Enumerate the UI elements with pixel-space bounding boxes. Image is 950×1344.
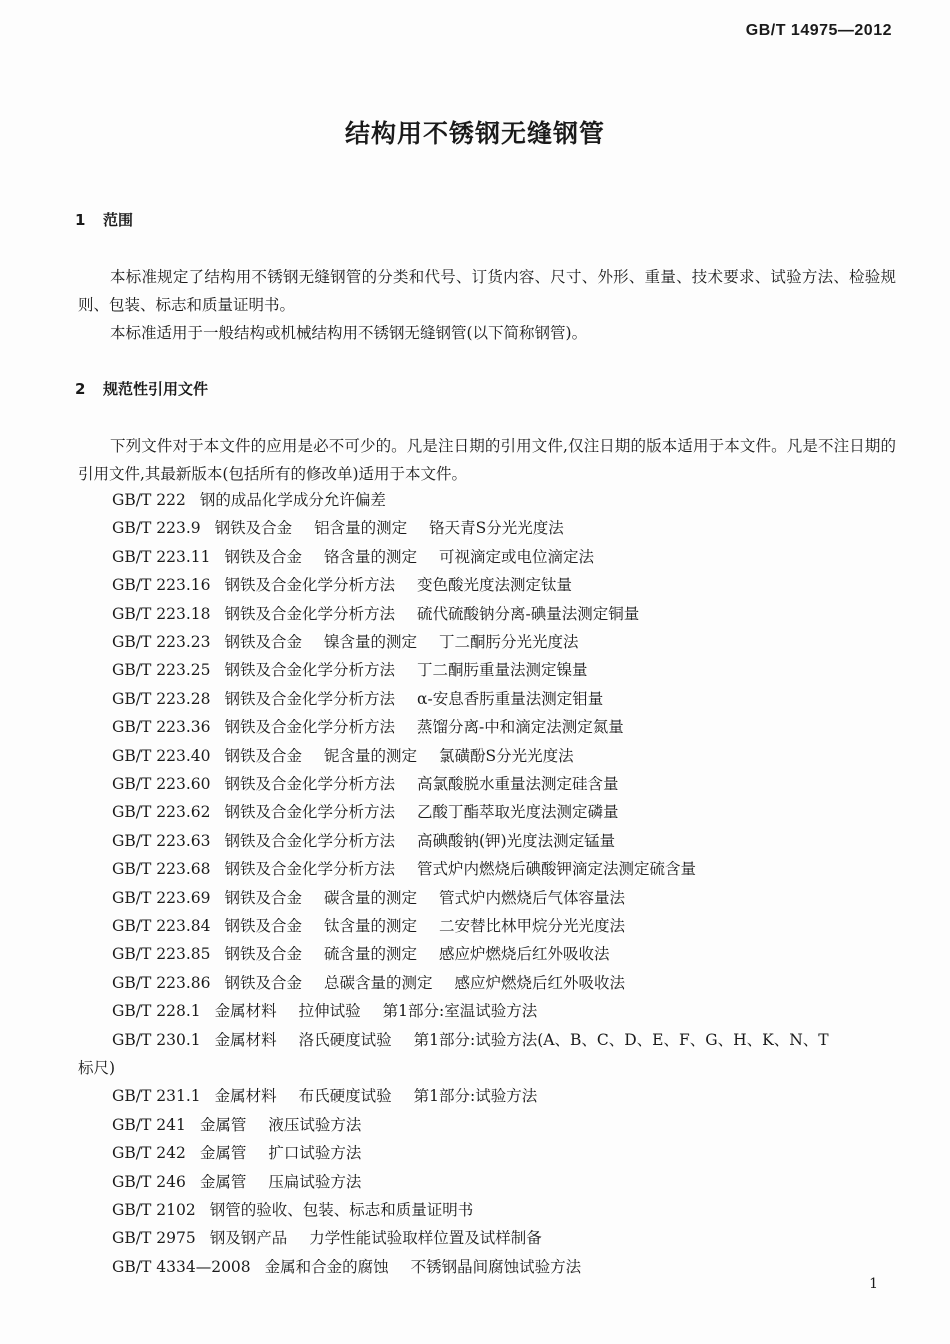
reference-item [112, 573, 572, 595]
reference-title-part: 钢铁及合金化学分析方法 [224, 604, 396, 623]
section-number: 1 [75, 211, 86, 229]
reference-title-part: α-安息香肟重量法测定钼量 [417, 689, 604, 708]
reference-title-part: 金属材料 [214, 1002, 277, 1021]
reference-title-part: 钢铁及合金化学分析方法 [224, 775, 396, 793]
reference-item [112, 914, 625, 936]
reference-title-part: 管式炉内燃烧后碘酸钾滴定法测定硫含量 [417, 860, 697, 879]
scope-paragraph-2: 本标准适用于一般结构或机械结构用不锈钢无缝钢管(以下简称钢管)。 [110, 324, 588, 342]
reference-code: GB/T 223.62 [112, 803, 211, 822]
reference-title-part: 丁二酮肟重量法测定镍量 [417, 661, 588, 680]
standard-number: GB/T 14975—2012 [745, 22, 892, 39]
reference-code: GB/T 2102 [112, 1201, 196, 1219]
reference-title-part: 液压试验方法 [268, 1115, 362, 1134]
reference-code: GB/T 223.28 [112, 689, 211, 708]
reference-title-part: 感应炉燃烧后红外吸收法 [439, 945, 610, 964]
reference-item [112, 1226, 542, 1248]
reference-code: GB/T 241 [112, 1115, 186, 1134]
reference-title-part: 铬含量的测定 [324, 547, 418, 566]
reference-item [112, 772, 619, 794]
reference-title-part: 高氯酸脱水重量法测定硅含量 [417, 775, 619, 793]
reference-code: GB/T 2975 [112, 1229, 196, 1248]
reference-title-part: 第1部分:室温试验方法 [382, 1002, 538, 1021]
reference-title-part: 钢的成品化学成分允许偏差 [199, 491, 386, 509]
reference-title-part: 管式炉内燃烧后气体容量法 [439, 888, 626, 907]
reference-title-part: 钢铁及合金化学分析方法 [224, 661, 396, 680]
reference-item [112, 1028, 829, 1050]
reference-code: GB/T 223.68 [112, 860, 211, 879]
section-number: 2 [75, 380, 86, 398]
reference-title-part: 金属管 [199, 1172, 247, 1191]
reference-item [112, 971, 625, 993]
references-intro: 下列文件对于本文件的应用是必不可少的。凡是注日期的引用文件,仅注日期的版本适用于本文件。凡是不注日期的引用文件,其最新版本(包括所有的修改单)适用于本文件。 [78, 437, 896, 483]
reference-title-part: 金属材料 [214, 1087, 277, 1106]
reference-code: GB/T 228.1 [112, 1002, 201, 1021]
reference-item [112, 999, 537, 1021]
reference-title-part: 丁二酮肟分光光度法 [439, 633, 579, 651]
reference-title-part: 高碘酸钠(钾)光度法测定锰量 [417, 831, 616, 850]
reference-item [112, 1255, 581, 1277]
reference-code: GB/T 230.1 [112, 1030, 201, 1049]
reference-title-part: 钢铁及合金化学分析方法 [224, 831, 396, 850]
document-title: 结构用不锈钢无缝钢管 [344, 119, 605, 148]
scope-paragraph-1: 本标准规定了结构用不锈钢无缝钢管的分类和代号、订货内容、尺寸、外形、重量、技术要求、试验方法、检验规则、包装、标志和质量证明书。 [78, 268, 896, 314]
reference-title-part: 蒸馏分离-中和滴定法测定氮量 [417, 718, 624, 737]
reference-item [112, 715, 624, 737]
reference-code: GB/T 223.9 [112, 519, 201, 538]
reference-code: GB/T 246 [112, 1172, 186, 1191]
reference-title-part: 二安替比林甲烷分光光度法 [439, 917, 626, 935]
reference-item [112, 1113, 361, 1135]
reference-code: GB/T 223.86 [112, 973, 211, 992]
page-number: 1 [869, 1276, 878, 1292]
reference-title-part: 感应炉燃烧后红外吸收法 [454, 973, 626, 992]
reference-title-part: 钢铁及合金化学分析方法 [224, 860, 396, 879]
reference-title-part: 钢铁及合金 [224, 633, 303, 651]
reference-title-part: 总碳含量的测定 [324, 973, 433, 992]
reference-title-part: 铝含量的测定 [314, 519, 408, 538]
reference-title-part: 钢铁及合金 [224, 945, 303, 964]
reference-title-part: 钢管的验收、包装、标志和质量证明书 [209, 1201, 474, 1219]
reference-item [112, 658, 588, 680]
reference-item [112, 687, 603, 709]
reference-title-part: 可视滴定或电位滴定法 [439, 547, 595, 566]
reference-item [112, 886, 625, 908]
reference-title-part: 第1部分:试验方法 [413, 1087, 538, 1106]
reference-title-part: 第1部分:试验方法(A、B、C、D、E、F、G、H、K、N、T [413, 1030, 829, 1049]
reference-title-part: 硫代硫酸钠分离-碘量法测定铜量 [417, 604, 640, 623]
reference-code: GB/T 223.36 [112, 718, 211, 737]
reference-title-part: 金属管 [199, 1144, 247, 1163]
reference-item [78, 1056, 115, 1078]
reference-title-part: 乙酸丁酯萃取光度法测定磷量 [417, 803, 619, 822]
reference-item [112, 516, 564, 538]
reference-title-part: 布氏硬度试验 [298, 1087, 392, 1106]
reference-item [112, 744, 574, 766]
reference-code: GB/T 223.18 [112, 604, 211, 623]
reference-code: GB/T 223.60 [112, 775, 211, 793]
reference-title-part: 钢铁及合金 [224, 547, 303, 566]
reference-title-part: 金属管 [199, 1115, 247, 1134]
reference-code: GB/T 242 [112, 1144, 186, 1163]
reference-item [112, 602, 639, 624]
reference-item [112, 1170, 361, 1192]
reference-code: GB/T 231.1 [112, 1087, 201, 1106]
reference-code: GB/T 223.25 [112, 661, 211, 680]
reference-title-part: 钢铁及合金 [224, 973, 303, 992]
reference-item [112, 488, 386, 510]
reference-title-part: 金属材料 [214, 1030, 277, 1049]
reference-code: GB/T 223.85 [112, 945, 211, 964]
reference-title-part: 标尺) [78, 1059, 116, 1077]
reference-item [112, 857, 696, 879]
reference-title-part: 变色酸光度法测定钛量 [417, 576, 573, 595]
reference-title-part: 扩口试验方法 [268, 1144, 362, 1163]
reference-title-part: 压扁试验方法 [268, 1172, 362, 1191]
reference-item [112, 1141, 361, 1163]
reference-code: GB/T 223.69 [112, 888, 211, 907]
reference-item [112, 630, 579, 652]
reference-title-part: 氯磺酚S分光光度法 [439, 746, 574, 765]
reference-item [112, 942, 610, 964]
reference-title-part: 镍含量的测定 [324, 633, 418, 651]
reference-title-part: 钢及钢产品 [209, 1229, 288, 1248]
reference-title-part: 硫含量的测定 [324, 945, 418, 964]
reference-item [112, 829, 615, 851]
reference-title-part: 拉伸试验 [298, 1002, 361, 1021]
reference-code: GB/T 223.11 [112, 547, 211, 566]
reference-title-part: 钢铁及合金化学分析方法 [224, 803, 396, 822]
reference-code: GB/T 223.16 [112, 576, 211, 595]
reference-title-part: 钢铁及合金 [214, 519, 293, 538]
reference-title-part: 碳含量的测定 [324, 888, 418, 907]
reference-title-part: 洛氏硬度试验 [298, 1030, 392, 1049]
reference-title-part: 钢铁及合金化学分析方法 [224, 718, 396, 737]
section-title: 规范性引用文件 [103, 380, 209, 398]
reference-title-part: 钢铁及合金 [224, 888, 303, 907]
reference-title-part: 钢铁及合金化学分析方法 [224, 576, 396, 595]
reference-title-part: 力学性能试验取样位置及试样制备 [309, 1229, 542, 1248]
reference-item [112, 1084, 537, 1106]
reference-title-part: 钢铁及合金化学分析方法 [224, 689, 396, 708]
reference-title-part: 不锈钢晶间腐蚀试验方法 [410, 1257, 582, 1276]
reference-title-part: 钢铁及合金 [224, 746, 303, 765]
section-heading-scope [75, 209, 133, 230]
section-title: 范围 [103, 211, 134, 229]
reference-code: GB/T 223.40 [112, 746, 211, 765]
reference-title-part: 金属和合金的腐蚀 [264, 1257, 389, 1276]
reference-title-part: 铌含量的测定 [324, 746, 418, 765]
reference-title-part: 钢铁及合金 [224, 917, 303, 935]
reference-code: GB/T 223.84 [112, 917, 211, 935]
reference-item [112, 800, 619, 822]
reference-title-part: 钛含量的测定 [324, 917, 418, 935]
reference-item [112, 1198, 473, 1220]
reference-code: GB/T 223.23 [112, 633, 211, 651]
section-heading-references [75, 378, 208, 399]
reference-code: GB/T 223.63 [112, 831, 211, 850]
reference-code: GB/T 222 [112, 491, 186, 509]
reference-code: GB/T 4334—2008 [112, 1257, 251, 1276]
reference-title-part: 铬天青S分光光度法 [429, 519, 564, 538]
reference-item [112, 545, 594, 567]
